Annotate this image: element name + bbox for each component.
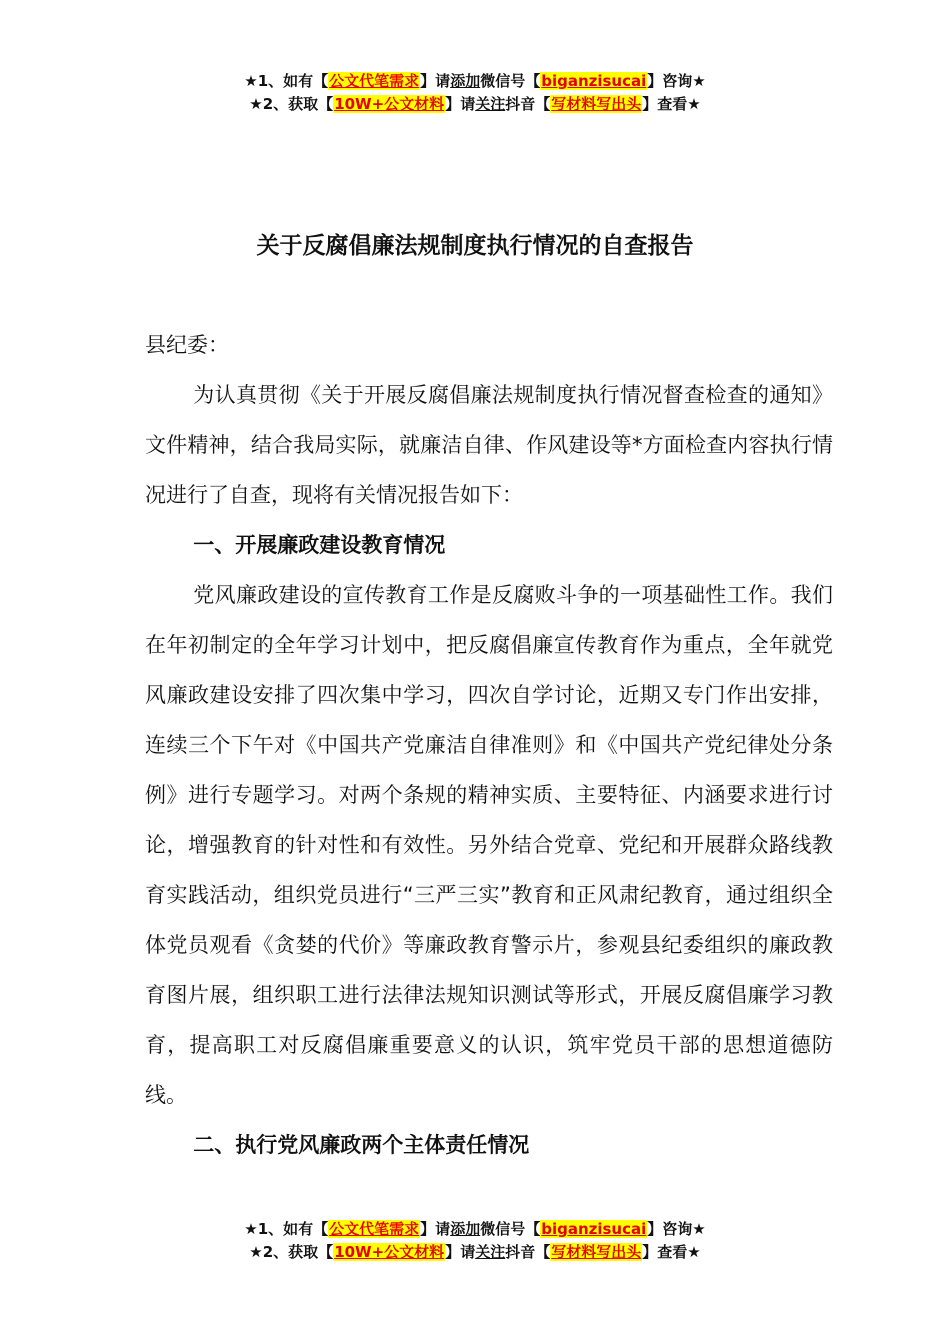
banner-text: ★1、如有【 (244, 1220, 329, 1238)
banner-text: 】请 (420, 72, 451, 90)
intro-paragraph: 为认真贯彻《关于开展反腐倡廉法规制度执行情况督查检查的通知》文件精神，结合我局实际，就廉洁自律、作风建设等*方面检查内容执行情况进行了自查，现将有关情况报告如下： (145, 383, 833, 507)
highlight-text: 公文代笔需求 (329, 1220, 420, 1238)
underlined-text: 关注 (475, 95, 506, 113)
banner-text: 】请 (445, 1243, 476, 1261)
section-2-heading: 二、执行党风廉政两个主体责任情况 (193, 1133, 530, 1157)
banner-line-1 (0, 1218, 950, 1241)
section-1-heading: 一、开展廉政建设教育情况 (193, 533, 446, 557)
banner-text: 】咨询★ (647, 1220, 706, 1238)
bottom-banner (0, 1218, 950, 1264)
top-banner (0, 70, 950, 116)
underlined-text: 添加 (450, 1220, 481, 1238)
underlined-text: 添加 (450, 72, 481, 90)
douyin-id-highlight: 写材料写出头 (551, 1243, 642, 1261)
wechat-id-highlight: biganzisucai (541, 1220, 647, 1238)
banner-text: ★2、获取【 (249, 1243, 334, 1261)
section-1-paragraph: 党风廉政建设的宣传教育工作是反腐败斗争的一项基础性工作。我们在年初制定的全年学习计划中，把反腐倡廉宣传教育作为重点，全年就党风廉政建设安排了四次集中学习，四次自学讨论，近期又专门作出安排，连续三个下午对《中国共产党廉洁自律准则》和《中国共产党纪律处分条例》进行专题学习。对两个条规的精神实质、主要特征、内涵要求进行讨论，增强教育的针对性和有效性。另外结合党章、党纪和开展群众路线教育实践活动，组织党员进行“三严三实”教育和正风肃纪教育，通过组织全体党员观看《贪婪的代价》等廉政教育警示片，参观县纪委组织的廉政教育图片展，组织职工进行法律法规知识测试等形式，开展反腐倡廉学习教育，提高职工对反腐倡廉重要意义的认识，筑牢党员干部的思想道德防线。 (145, 583, 833, 1107)
document-title: 关于反腐倡廉法规制度执行情况的自查报告 (256, 233, 694, 259)
banner-text: 微信号【 (480, 72, 541, 90)
banner-text: 】查看★ (642, 1243, 701, 1261)
underlined-text: 关注 (475, 1243, 506, 1261)
highlight-text: 10W+公文材料 (334, 1243, 445, 1261)
banner-text: 】请 (420, 1220, 451, 1238)
highlight-text: 公文代笔需求 (329, 72, 420, 90)
banner-text: ★2、获取【 (249, 95, 334, 113)
wechat-id-highlight: biganzisucai (541, 72, 647, 90)
banner-text: 】请 (445, 95, 476, 113)
banner-text: 】查看★ (642, 95, 701, 113)
banner-text: ★1、如有【 (244, 72, 329, 90)
douyin-id-highlight: 写材料写出头 (551, 95, 642, 113)
salutation: 县纪委： (145, 333, 229, 357)
banner-text: 】咨询★ (647, 72, 706, 90)
highlight-text: 10W+公文材料 (334, 95, 445, 113)
document-body (145, 320, 833, 1170)
banner-line-2 (0, 1241, 950, 1264)
banner-text: 抖音【 (505, 95, 551, 113)
banner-text: 抖音【 (505, 1243, 551, 1261)
banner-line-2 (0, 93, 950, 116)
banner-line-1 (0, 70, 950, 93)
banner-text: 微信号【 (480, 1220, 541, 1238)
